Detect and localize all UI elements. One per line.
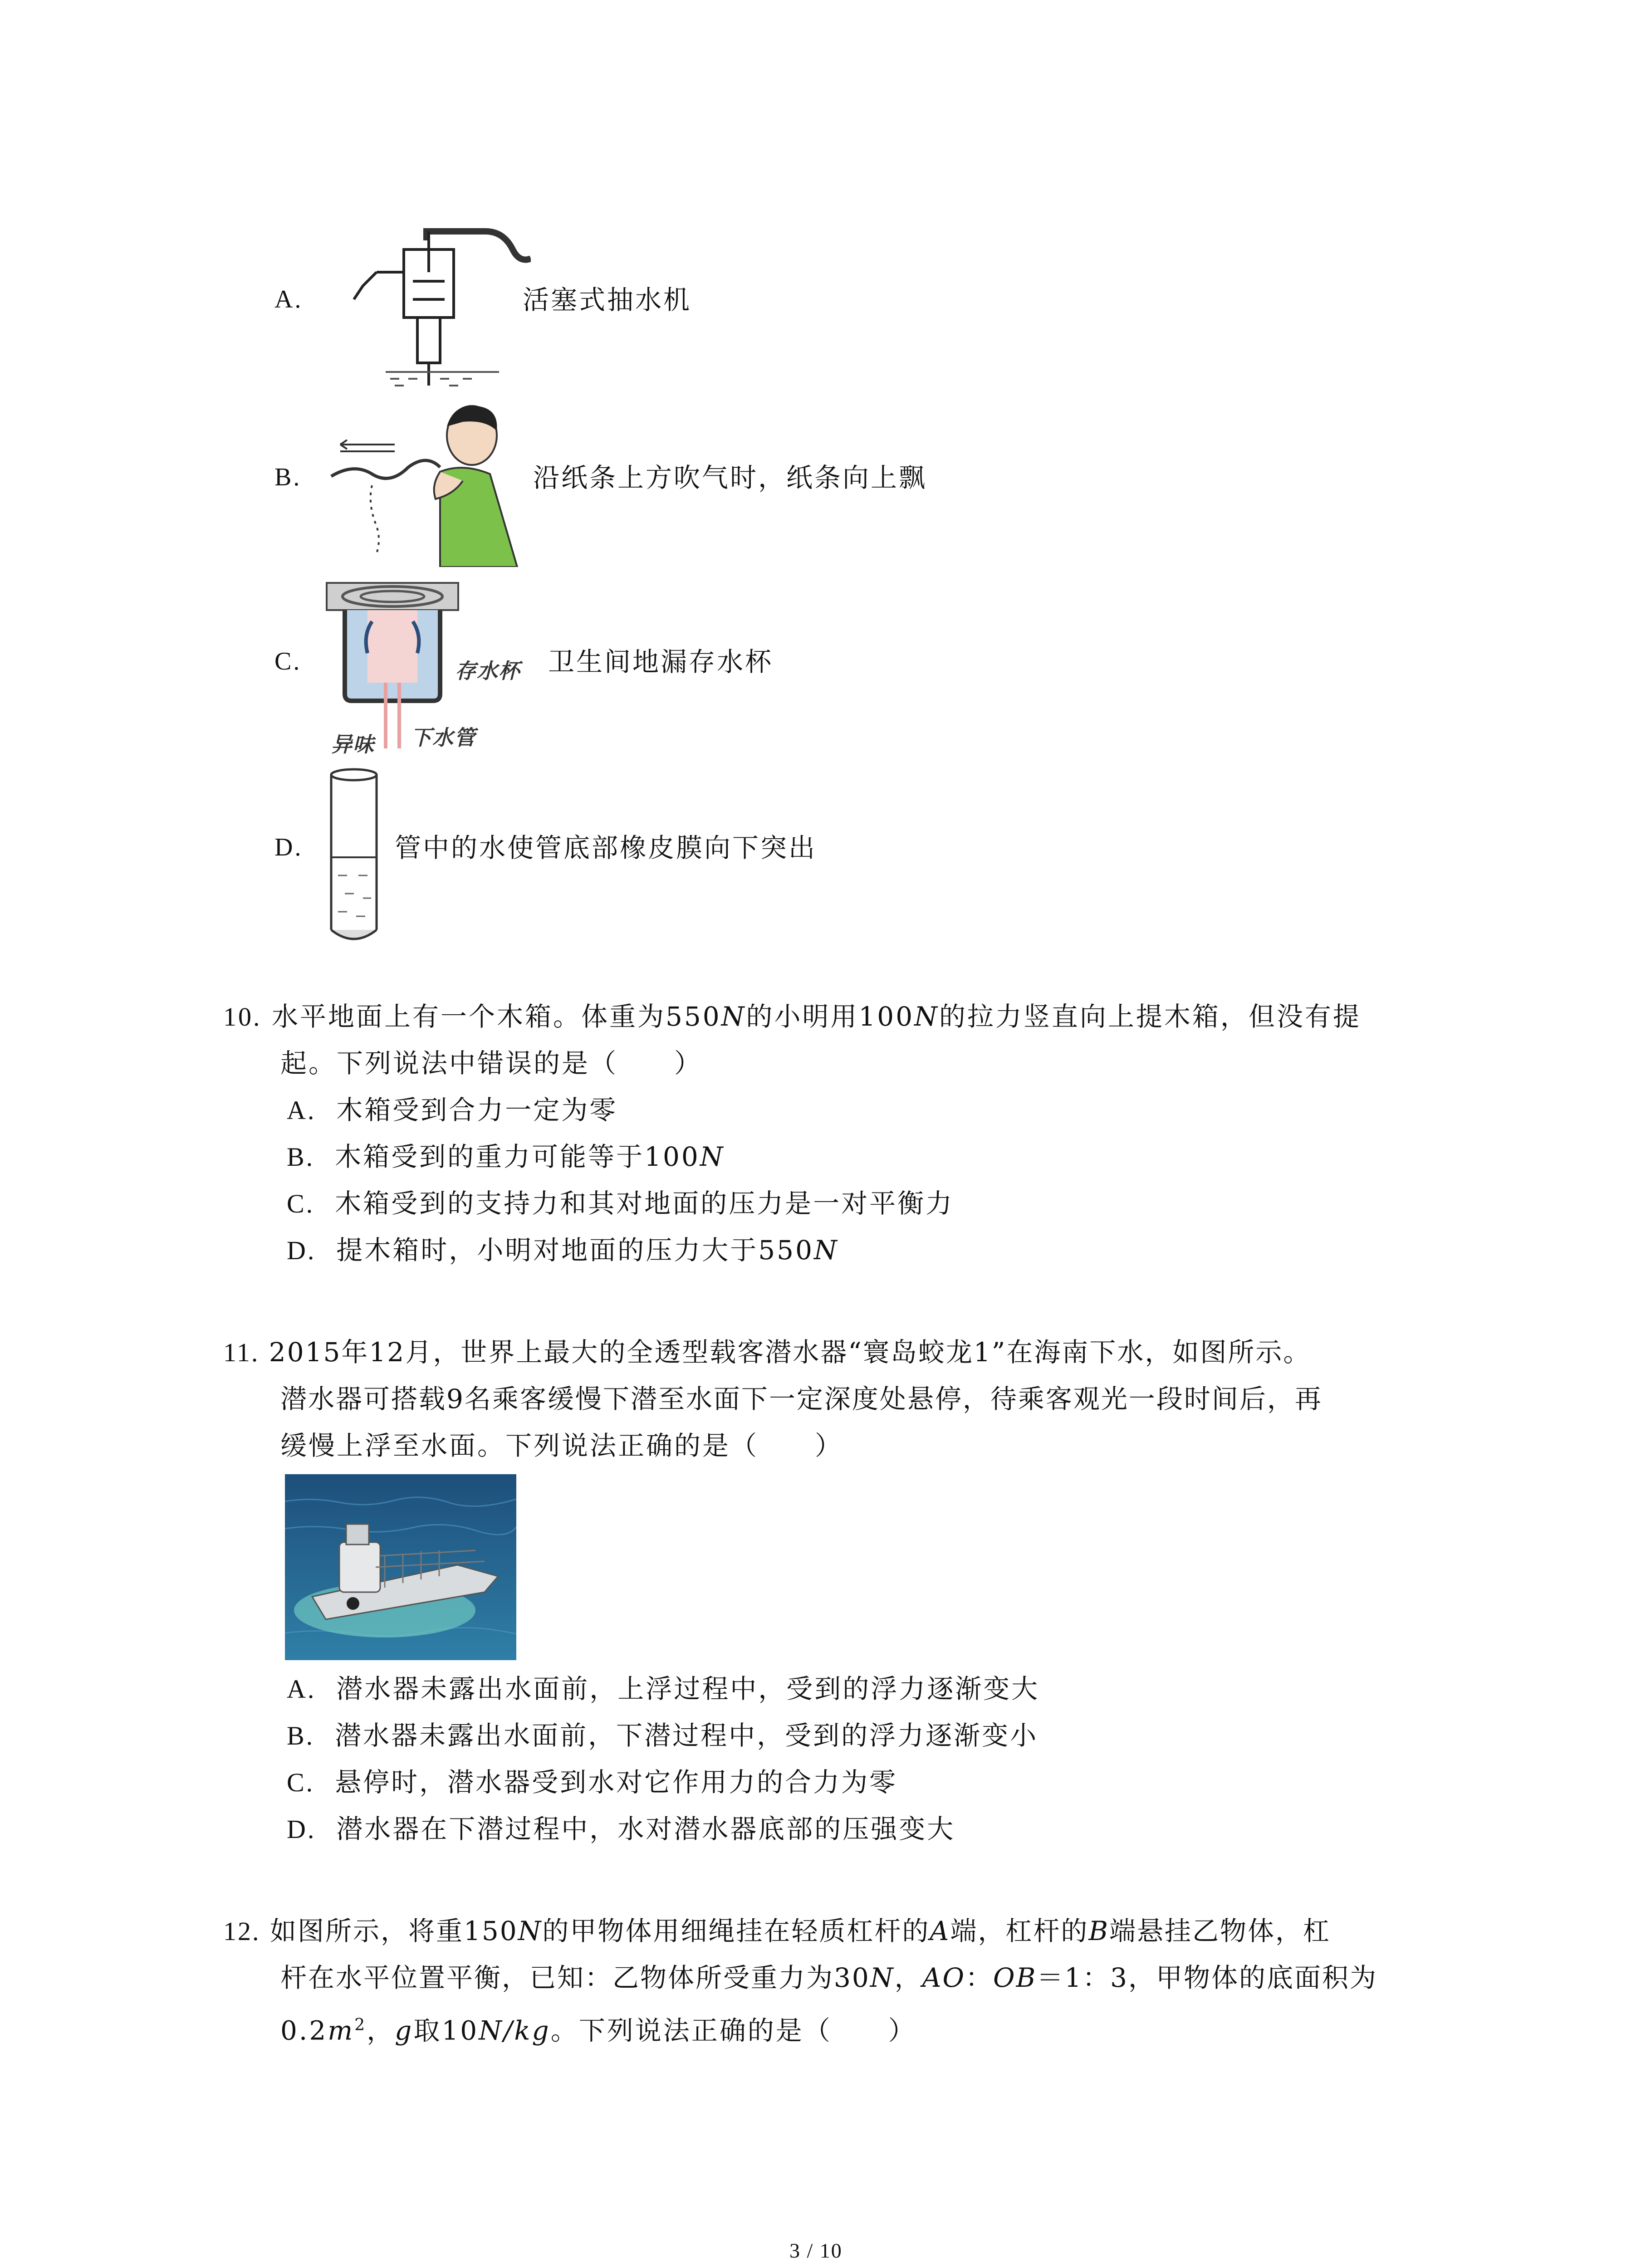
option-d-caption: 管中的水使管底部橡皮膜向下突出 [395,832,817,863]
option-a-caption: 活塞式抽水机 [523,284,692,315]
option-d-letter: D. [274,833,303,861]
q10-stem-line2: 起。下列说法中错误的是（ ） [280,1048,703,1079]
option-b-letter: B. [274,463,302,491]
q10-option-a: A. 木箱受到合力一定为零 [287,1095,618,1125]
submarine-photo [285,1474,516,1660]
q12-line3: $0.2m^2$，g取10N/kg。下列说法正确的是（ ） [280,2015,916,2046]
q12-number: 12. [223,1916,260,1946]
q10-option-b: B. 木箱受到的重力可能等于100N [287,1141,725,1172]
boy-blowing-paper-icon [327,395,526,567]
q10-option-d: D. 提木箱时，小明对地面的压力大于550N [287,1235,839,1266]
option-c-letter: C. [274,647,302,675]
q10-option-c: C. 木箱受到的支持力和其对地面的压力是一对平衡力 [287,1188,954,1219]
option-c-caption: 卫生间地漏存水杯 [548,646,774,677]
page-number: 3 / 10 [789,2239,843,2262]
q10-stem-line1: 10. 水平地面上有一个木箱。体重为550N的小明用100N的拉力竖直向上提木箱，但没有提 [223,1001,1361,1032]
q10-number: 10. [223,1002,262,1031]
q11-option-d: D. 潜水器在下潜过程中，水对潜水器底部的压强变大 [287,1813,955,1844]
option-a-letter: A. [274,285,303,313]
q11-stem-line2: 潜水器可搭载9名乘客缓慢下潜至水面下一定深度处悬停，待乘客观光一段时间后，再 [280,1383,1323,1414]
option-b-caption: 沿纸条上方吹气时，纸条向上飘 [533,462,927,493]
drain-pipe-label: 下水管 [411,725,476,750]
tube-rubber-film-icon [322,767,386,948]
q11-number: 11. [223,1338,260,1367]
q11-stem-line1: 11. 2015年12月，世界上最大的全透型载客潜水器“寰岛蛟龙1”在海南下水，如图所示。 [223,1337,1311,1368]
q11-option-a: A. 潜水器未露出水面前，上浮过程中，受到的浮力逐渐变大 [287,1673,1040,1704]
q11-option-c: C. 悬停时，潜水器受到水对它作用力的合力为零 [287,1767,898,1798]
drain-cup-label: 存水杯 [455,659,520,683]
drain-smell-label: 异味 [331,732,375,757]
q11-option-b: B. 潜水器未露出水面前，下潜过程中，受到的浮力逐渐变小 [287,1720,1038,1751]
q12-line2: 杆在水平位置平衡，已知：乙物体所受重力为30N，AO：OB＝1：3，甲物体的底面积为 [280,1962,1378,1993]
q11-stem-line3: 缓慢上浮至水面。下列说法正确的是（ ） [280,1430,843,1461]
q12-line1: 12. 如图所示，将重150N的甲物体用细绳挂在轻质杠杆的A端，杠杆的B端悬挂乙物体，杠 [223,1916,1331,1946]
piston-pump-icon [349,222,531,395]
